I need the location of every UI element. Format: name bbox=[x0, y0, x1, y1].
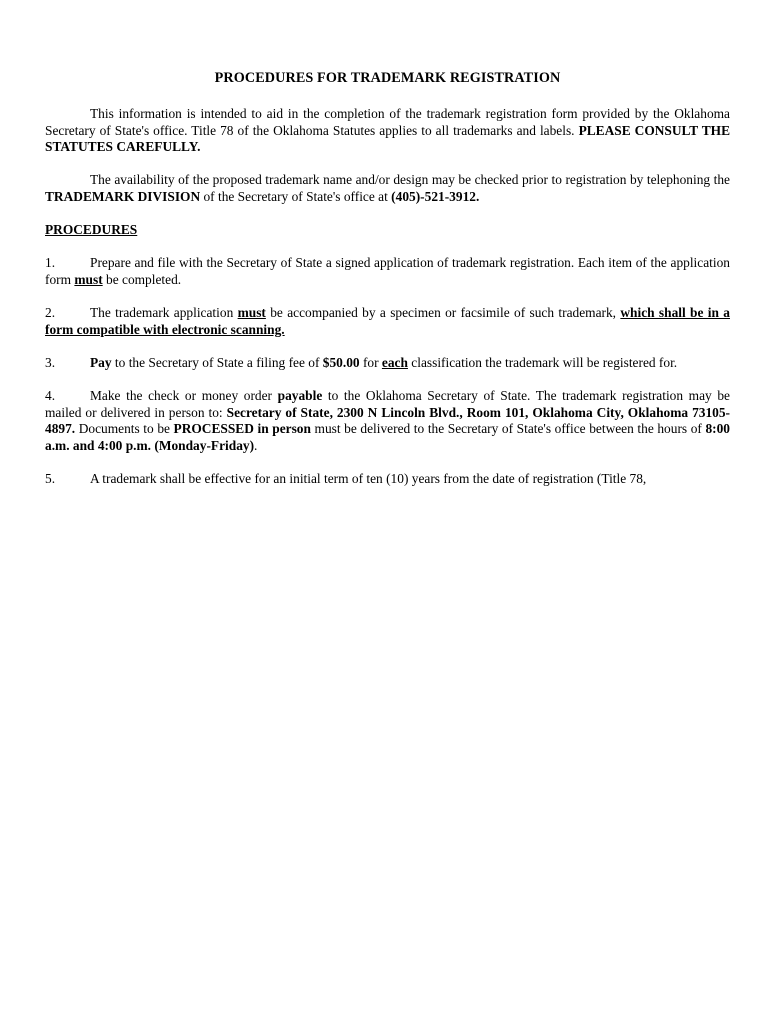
availability-text-2: of the Secretary of State's office at bbox=[200, 188, 392, 204]
procedure-item-2: 2. The trademark application must be accompanied by a specimen or facsimile of such trademark, which shall be in a form compatible with electronic scanning. bbox=[45, 305, 730, 337]
intro-text: This information is intended to aid in the completion of the trademark registration form provided by the Oklahoma Secretary of State's office. Title 78 of the Oklahoma Statutes applies to all trademarks and labels. bbox=[45, 106, 730, 138]
emphasis-must: must bbox=[237, 305, 266, 320]
item-number: 3. bbox=[45, 355, 56, 370]
item-number: 5. bbox=[45, 471, 56, 486]
emphasis-each: each bbox=[381, 355, 408, 370]
availability-paragraph bbox=[45, 172, 730, 205]
document-title: PROCEDURES FOR TRADEMARK REGISTRATION bbox=[214, 70, 561, 86]
intro-warning: PLEASE CONSULT THE STATUTES CAREFULLY. bbox=[45, 122, 730, 154]
filing-fee: $50.00 bbox=[322, 355, 360, 370]
emphasis-must: must bbox=[74, 271, 103, 287]
trademark-division: TRADEMARK DIVISION bbox=[45, 188, 201, 204]
mailing-address: Secretary of State, 2300 N Lincoln Blvd., Room 101, Oklahoma City, Oklahoma 73105-4897. bbox=[45, 404, 730, 436]
item-number: 2. bbox=[45, 305, 56, 320]
office-hours: 8:00 a.m. and 4:00 p.m. (Monday-Friday) bbox=[45, 421, 730, 453]
procedure-item-1: 1. Prepare and file with the Secretary of State a signed application of trademark registration. Each item of the application form must be completed. bbox=[45, 255, 730, 287]
procedure-item-5: 5. A trademark shall be effective for an initial term of ten (10) years from the date of registration (Title 78, bbox=[45, 471, 647, 486]
procedures-heading: PROCEDURES bbox=[45, 222, 138, 237]
procedure-item-3: 3. Pay to the Secretary of State a filing fee of $50.00 for each classification the trademark will be registered for. bbox=[45, 355, 678, 370]
intro-paragraph bbox=[45, 106, 730, 156]
availability-text-1: The availability of the proposed trademark name and/or design may be checked prior to registration by telephoning the bbox=[90, 172, 730, 187]
item-number: 1. bbox=[45, 255, 56, 270]
scanning-requirement: which shall be in a form compatible with electronic scanning. bbox=[45, 305, 730, 337]
phone-number: (405)-521-3912. bbox=[391, 188, 480, 204]
item-number: 4. bbox=[45, 388, 56, 403]
procedure-item-4: 4. Make the check or money order payable to the Oklahoma Secretary of State. The trademark registration may be mailed or delivered in person to: Secretary of State, 2300 N Lincoln Blvd., Room 101, Oklahoma City, Oklahoma 73105-4897. Documents to be PROCESSED in person must be delivered to the Secretary of State's office between the hours of 8:00 a.m. and 4:00 p.m. (Monday-Friday). bbox=[45, 388, 730, 453]
